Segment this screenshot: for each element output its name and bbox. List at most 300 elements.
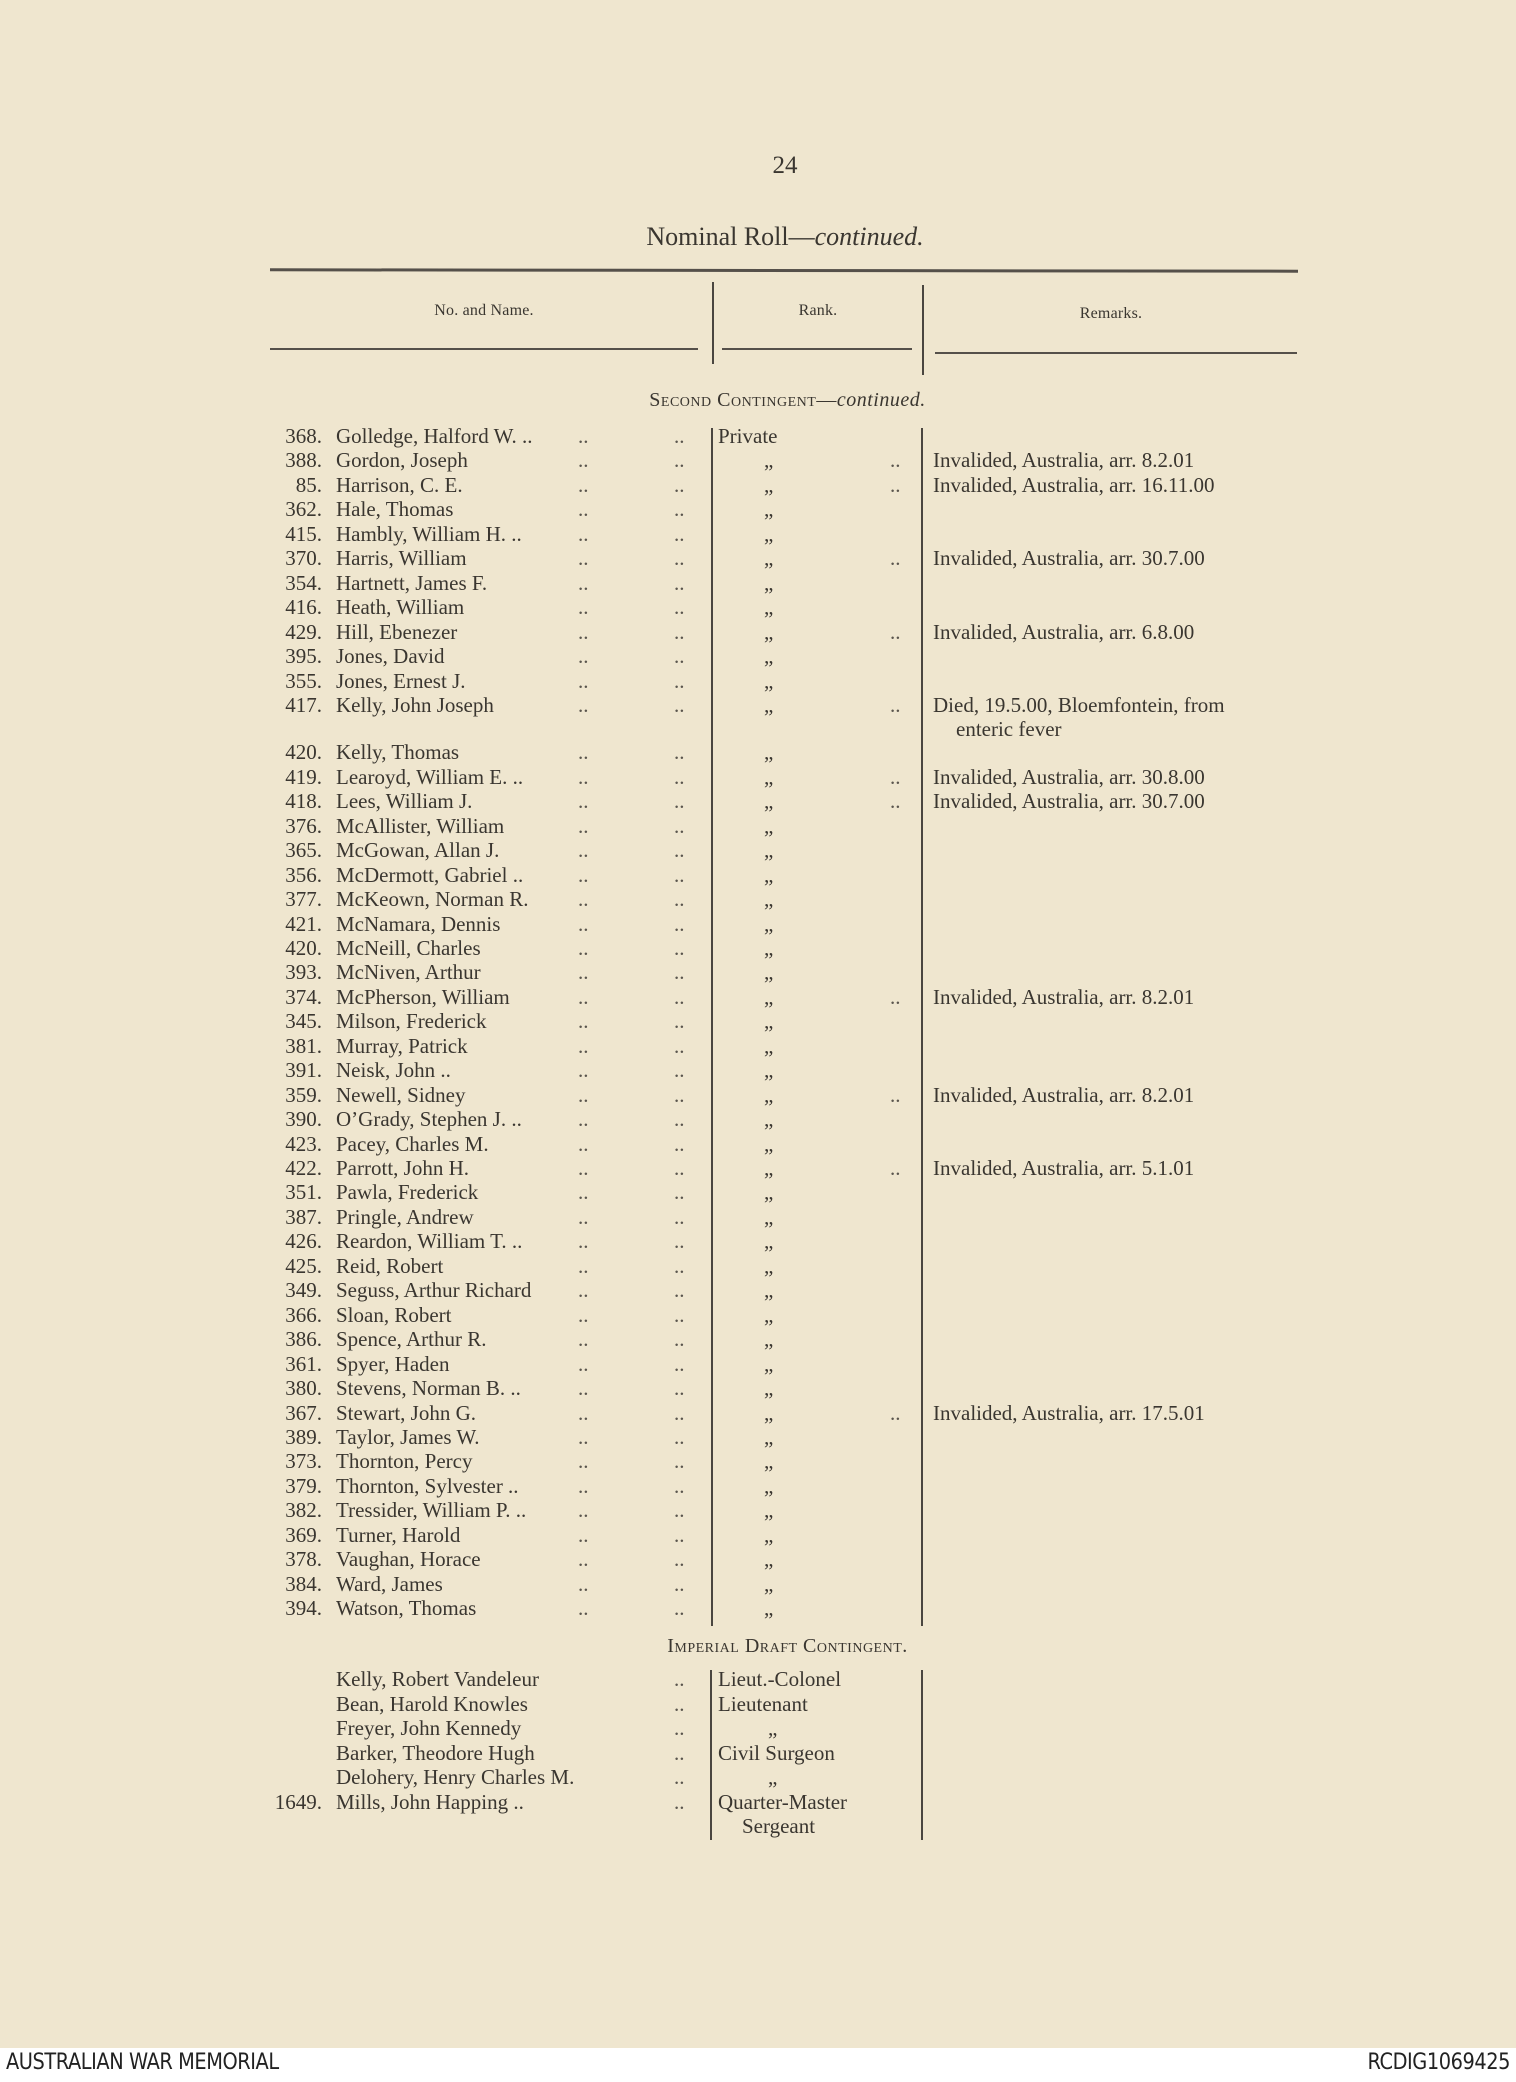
table-row [0,1572,1516,1596]
footer-record-id: RCDIG1069425 [1367,2050,1510,2075]
service-number: 1649. [274,1789,322,1814]
leader-dots: .. [578,497,589,522]
leader-dots: .. [674,1571,685,1596]
leader-dots: .. [578,1156,589,1180]
rank: „ [764,1278,774,1303]
leader-dots: .. [578,887,589,912]
service-number: 389. [285,1424,322,1449]
service-number: 345. [285,1009,322,1034]
soldier-name: Barker, Theodore Hugh [336,1740,535,1765]
rank: „ [764,692,774,717]
table-row [0,912,1516,936]
leader-dots: .. [578,838,589,863]
leader-dots: .. [578,1571,589,1596]
leader-dots: .. [578,960,589,985]
header-divider-2 [922,285,924,375]
leader-dots: .. [890,448,901,473]
table-row [0,473,1516,497]
remark: Died, 19.5.00, Bloemfontein, from [933,692,1225,717]
page-number: 24 [772,152,798,179]
service-number: 391. [285,1058,322,1083]
table-row [0,1278,1516,1302]
leader-dots: .. [578,935,589,960]
leader-dots: .. [578,764,589,789]
leader-dots: .. [674,521,685,546]
leader-dots: .. [674,1180,685,1205]
service-number: 368. [285,424,322,448]
table-row [0,1303,1516,1327]
leader-dots: .. [578,1107,589,1132]
soldier-name: Stevens, Norman B. .. [336,1376,521,1401]
service-number: 351. [285,1180,322,1205]
table-row [0,595,1516,619]
leader-dots: .. [674,1107,685,1132]
soldier-name: Tressider, William P. .. [336,1498,527,1523]
service-number: 429. [285,619,322,644]
service-number: 387. [285,1204,322,1229]
table-row [0,838,1516,862]
remark: Invalided, Australia, arr. 8.2.01 [933,1082,1195,1107]
leader-dots: .. [578,1058,589,1083]
leader-dots: .. [674,1522,685,1547]
soldier-name: Pawla, Frederick [336,1180,479,1205]
header-rule-name [270,348,698,350]
leader-dots: .. [674,1716,685,1740]
rank: „ [764,960,774,985]
column-header-name: No. and Name. [434,302,534,319]
soldier-name: Kelly, Thomas [336,740,460,765]
table-row [0,1741,1516,1765]
table-row [0,1034,1516,1058]
table-row [0,1547,1516,1571]
rank: „ [764,740,774,765]
remark: Invalided, Australia, arr. 8.2.01 [933,448,1195,473]
leader-dots: .. [578,1351,589,1376]
rank-continued: Sergeant [742,1813,816,1838]
table-row [0,1425,1516,1449]
soldier-name: Hartnett, James F. [336,570,488,595]
rank: „ [764,1376,774,1401]
rank: „ [764,1180,774,1205]
leader-dots: .. [674,1547,685,1572]
service-number: 354. [285,570,322,595]
service-number: 378. [285,1547,322,1572]
table-row [0,1132,1516,1156]
remark: Invalided, Australia, arr. 30.7.00 [933,789,1205,814]
soldier-name: Jones, David [336,644,445,669]
table-row [0,960,1516,984]
leader-dots: .. [578,692,589,717]
soldier-name: Thornton, Percy [336,1449,473,1474]
leader-dots: .. [890,619,901,644]
soldier-name: Murray, Patrick [336,1033,468,1058]
header-rule-rank [722,348,912,350]
rank: „ [764,1424,774,1449]
leader-dots: .. [674,984,685,1009]
soldier-name: Freyer, John Kennedy [336,1716,522,1740]
rank: „ [764,1327,774,1352]
leader-dots: .. [578,1400,589,1425]
rank: „ [764,1131,774,1156]
soldier-name: Delohery, Henry Charles M. [336,1765,575,1789]
leader-dots: .. [890,984,901,1009]
leader-dots: .. [890,692,901,717]
leader-dots: .. [578,1253,589,1278]
rank: Lieut.-Colonel [718,1667,842,1691]
service-number: 361. [285,1351,322,1376]
service-number: 417. [285,692,322,717]
rank: „ [764,472,774,497]
table-row [0,740,1516,764]
rank: „ [764,1498,774,1523]
service-number: 418. [285,789,322,814]
rank: „ [764,1009,774,1034]
soldier-name: McKeown, Norman R. [336,887,529,912]
service-number: 419. [285,764,322,789]
leader-dots: .. [674,1131,685,1156]
table-row [0,1498,1516,1522]
service-number: 422. [285,1156,322,1180]
rank: „ [764,887,774,912]
leader-dots: .. [890,1400,901,1425]
section-heading-imperial-draft: Imperial Draft Contingent. [667,1635,908,1657]
service-number: 420. [285,740,322,765]
table-row [0,936,1516,960]
table-row [0,1449,1516,1473]
soldier-name: Kelly, John Joseph [336,692,494,717]
soldier-name: McNiven, Arthur [336,960,481,985]
remark: Invalided, Australia, arr. 30.8.00 [933,764,1205,789]
table-row [0,887,1516,911]
leader-dots: .. [674,1424,685,1449]
soldier-name: Harris, William [336,546,467,571]
leader-dots: .. [674,497,685,522]
leader-dots: .. [890,1156,901,1180]
service-number: 379. [285,1473,322,1498]
page-title [0,222,1516,252]
table-row [0,863,1516,887]
service-number: 381. [285,1033,322,1058]
rank: „ [764,1229,774,1254]
soldier-name: Jones, Ernest J. [336,668,466,693]
soldier-name: Hambly, William H. .. [336,521,522,546]
service-number: 416. [285,595,322,620]
table-row [0,1376,1516,1400]
leader-dots: .. [578,424,589,448]
rank: „ [764,935,774,960]
soldier-name: Vaughan, Horace [336,1547,481,1572]
leader-dots: .. [578,911,589,936]
leader-dots: .. [674,960,685,985]
leader-dots: .. [674,1351,685,1376]
leader-dots: .. [578,1327,589,1352]
leader-dots: .. [674,1691,685,1716]
rank: Private [718,424,778,448]
service-number: 362. [285,497,322,522]
table-row [0,644,1516,668]
soldier-name: Heath, William [336,595,465,620]
table-row [0,669,1516,693]
header-divider-1 [712,282,714,364]
service-number: 423. [285,1131,322,1156]
table-row [0,1327,1516,1351]
table-row [0,789,1516,813]
leader-dots: .. [578,644,589,669]
remark: Invalided, Australia, arr. 5.1.01 [933,1156,1195,1180]
table-row [0,1667,1516,1691]
service-number: 386. [285,1327,322,1352]
soldier-name: Golledge, Halford W. .. [336,424,533,448]
column-header-rank: Rank. [798,302,838,319]
service-number: 366. [285,1302,322,1327]
rank: „ [764,668,774,693]
rank: „ [764,497,774,522]
soldier-name: McDermott, Gabriel .. [336,862,524,887]
service-number: 356. [285,862,322,887]
leader-dots: .. [578,1547,589,1572]
rank: „ [764,448,774,473]
rank: „ [764,1253,774,1278]
leader-dots: .. [578,448,589,473]
service-number: 365. [285,838,322,863]
soldier-name: Kelly, Robert Vandeleur [336,1667,539,1691]
table-row [0,1229,1516,1253]
leader-dots: .. [578,1082,589,1107]
leader-dots: .. [578,1473,589,1498]
rank: „ [764,1400,774,1425]
table-row [0,985,1516,1009]
soldier-name: Lees, William J. [336,789,473,814]
table-row [0,692,1516,741]
leader-dots: .. [578,862,589,887]
table-row [0,1474,1516,1498]
leader-dots: .. [674,1376,685,1401]
soldier-name: Turner, Harold [336,1522,461,1547]
service-number: 376. [285,813,322,838]
table-row [0,620,1516,644]
leader-dots: .. [578,1498,589,1523]
leader-dots: .. [674,1009,685,1034]
leader-dots: .. [674,546,685,571]
table-row [0,1523,1516,1547]
leader-dots: .. [578,570,589,595]
leader-dots: .. [578,984,589,1009]
leader-dots: .. [674,448,685,473]
rank: „ [764,619,774,644]
leader-dots: .. [578,1131,589,1156]
leader-dots: .. [674,472,685,497]
leader-dots: .. [578,1229,589,1254]
service-number: 393. [285,960,322,985]
leader-dots: .. [578,1376,589,1401]
table-row [0,1254,1516,1278]
leader-dots: .. [890,472,901,497]
leader-dots: .. [674,813,685,838]
rank: „ [764,984,774,1009]
table-row [0,1058,1516,1082]
rank: „ [764,1522,774,1547]
rank: „ [764,1596,774,1621]
service-number: 394. [285,1596,322,1621]
rank: „ [764,1302,774,1327]
section-heading-second-contingent: Second Contingent—continued. [649,389,926,411]
leader-dots: .. [578,521,589,546]
leader-dots: .. [674,644,685,669]
leader-dots: .. [674,1302,685,1327]
soldier-name: Harrison, C. E. [336,472,463,497]
soldier-name: Hill, Ebenezer [336,619,458,644]
leader-dots: .. [674,1740,685,1765]
leader-dots: .. [674,692,685,717]
soldier-name: Thornton, Sylvester .. [336,1473,519,1498]
page-title-italic: continued. [814,222,924,251]
service-number: 421. [285,911,322,936]
leader-dots: .. [674,1596,685,1621]
leader-dots: .. [674,764,685,789]
leader-dots: .. [674,668,685,693]
leader-dots: .. [578,472,589,497]
remark: Invalided, Australia, arr. 6.8.00 [933,619,1195,644]
soldier-name: Milson, Frederick [336,1009,487,1034]
rank: „ [764,1547,774,1572]
leader-dots: .. [674,1082,685,1107]
service-number: 373. [285,1449,322,1474]
leader-dots: .. [674,1789,685,1814]
table-row [0,1009,1516,1033]
leader-dots: .. [674,1327,685,1352]
rank: „ [764,521,774,546]
leader-dots: .. [674,1667,685,1691]
soldier-name: Spyer, Haden [336,1351,450,1376]
rank: „ [764,1156,774,1180]
leader-dots: .. [578,1449,589,1474]
service-number: 370. [285,546,322,571]
soldier-name: McGowan, Allan J. [336,838,500,863]
service-number: 85. [295,472,322,497]
leader-dots: .. [674,935,685,960]
remark: Invalided, Australia, arr. 17.5.01 [933,1400,1205,1425]
leader-dots: .. [578,1278,589,1303]
rank: „ [768,1716,778,1740]
soldier-name: McPherson, William [336,984,510,1009]
table-row [0,1716,1516,1740]
rank: „ [764,911,774,936]
leader-dots: .. [578,1180,589,1205]
leader-dots: .. [674,1400,685,1425]
rank: „ [764,1082,774,1107]
leader-dots: .. [674,1229,685,1254]
soldier-name: McNamara, Dennis [336,911,501,936]
soldier-name: O’Grady, Stephen J. .. [336,1107,522,1132]
table-row [0,1789,1516,1838]
table-row [0,1083,1516,1107]
rank: „ [764,813,774,838]
rank: Civil Surgeon [718,1740,835,1765]
leader-dots: .. [674,1449,685,1474]
leader-dots: .. [578,813,589,838]
soldier-name: Watson, Thomas [336,1596,477,1621]
soldier-name: Pacey, Charles M. [336,1131,489,1156]
leader-dots: .. [578,1204,589,1229]
leader-dots: .. [578,1302,589,1327]
rank: „ [764,1351,774,1376]
leader-dots: .. [578,668,589,693]
leader-dots: .. [674,595,685,620]
soldier-name: Seguss, Arthur Richard [336,1278,532,1303]
table-row [0,1401,1516,1425]
service-number: 390. [285,1107,322,1132]
service-number: 395. [285,644,322,669]
soldier-name: Hale, Thomas [336,497,454,522]
table-row [0,1156,1516,1180]
table-row [0,1107,1516,1131]
table-row [0,1352,1516,1376]
leader-dots: .. [674,740,685,765]
table-row [0,546,1516,570]
rank: „ [764,570,774,595]
service-number: 420. [285,935,322,960]
header-rule-remarks [935,352,1297,354]
leader-dots: .. [674,1058,685,1083]
leader-dots: .. [674,1253,685,1278]
table-row [0,1765,1516,1789]
leader-dots: .. [890,1082,901,1107]
rank: „ [764,1473,774,1498]
soldier-name: Reardon, William T. .. [336,1229,523,1254]
service-number: 359. [285,1082,322,1107]
rank: „ [764,1058,774,1083]
rank: „ [764,1033,774,1058]
leader-dots: .. [578,789,589,814]
leader-dots: .. [578,1033,589,1058]
soldier-name: Sloan, Robert [336,1302,452,1327]
leader-dots: .. [674,1278,685,1303]
leader-dots: .. [674,1156,685,1180]
page-title-main: Nominal Roll— [646,222,815,251]
soldier-name: Stewart, John G. [336,1400,476,1425]
service-number: 382. [285,1498,322,1523]
remark: Invalided, Australia, arr. 16.11.00 [933,472,1215,497]
leader-dots: .. [674,1033,685,1058]
rank: „ [764,1449,774,1474]
service-number: 426. [285,1229,322,1254]
service-number: 374. [285,984,322,1009]
table-row [0,571,1516,595]
leader-dots: .. [890,546,901,571]
rank: „ [764,595,774,620]
service-number: 384. [285,1571,322,1596]
leader-dots: .. [890,789,901,814]
leader-dots: .. [578,595,589,620]
leader-dots: .. [674,887,685,912]
remark: Invalided, Australia, arr. 8.2.01 [933,984,1195,1009]
leader-dots: .. [674,619,685,644]
table-row [0,1180,1516,1204]
leader-dots: .. [674,570,685,595]
soldier-name: Taylor, James W. [336,1424,480,1449]
leader-dots: .. [578,546,589,571]
service-number: 377. [285,887,322,912]
soldier-name: Spence, Arthur R. [336,1327,487,1352]
rank: Quarter-Master [718,1789,848,1814]
soldier-name: Ward, James [336,1571,443,1596]
table-row [0,1692,1516,1716]
rank: „ [764,789,774,814]
rank: „ [764,1204,774,1229]
leader-dots: .. [674,911,685,936]
leader-dots: .. [578,1596,589,1621]
rank: „ [764,764,774,789]
